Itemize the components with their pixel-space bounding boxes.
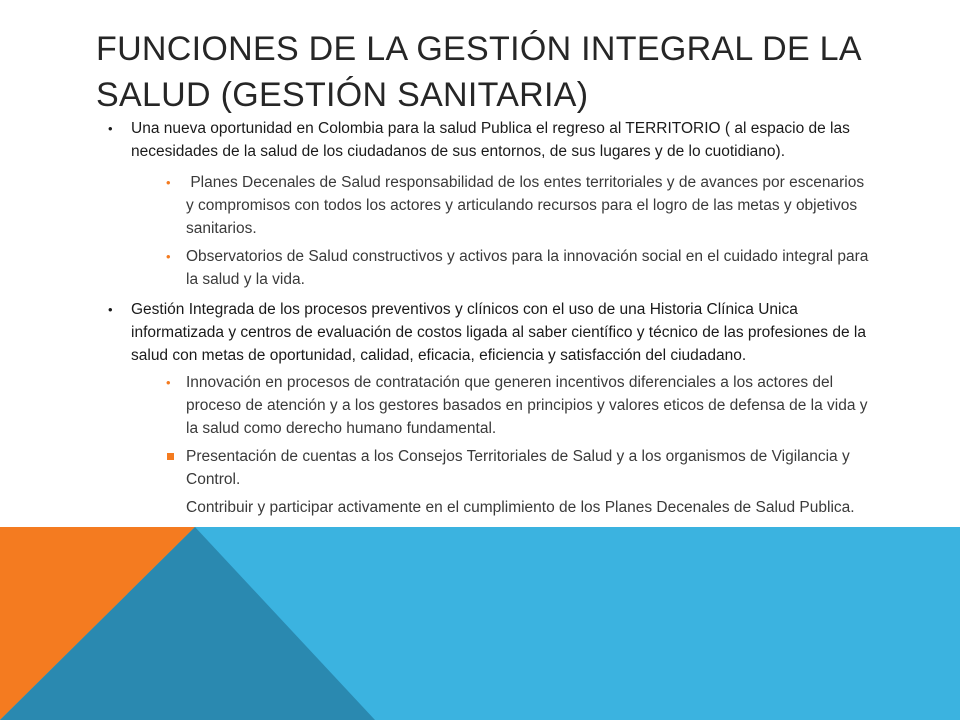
sub-bullet-list xyxy=(131,171,876,291)
bullet-text: Gestión Integrada de los procesos preventivos y clínicos con el uso de una Historia Clínica Unica informatizada y centros de evaluación de costos ligada al saber científico y técnico de las profesiones de la salud con metas de oportunidad, calidad, eficacia, eficiencia y satisfacción del ciudadano. xyxy=(131,301,866,364)
sub-bullet-item xyxy=(96,496,876,519)
slide-title-line-2: SALUD (GESTIÓN SANITARIA) xyxy=(96,76,589,114)
sub-bullet-text: Innovación en procesos de contratación que generen incentivos diferenciales a los actores del proceso de atención y a los gestores basados en principios y valores eticos de defensa de la vida y la salud como derecho humano fundamental. xyxy=(186,374,868,437)
sub-bullet-item xyxy=(96,371,876,440)
bullet-marker: • xyxy=(108,121,113,136)
sub-bullet-text: Contribuir y participar activamente en el cumplimiento de los Planes Decenales de Salud Publica. xyxy=(186,499,855,516)
slide-title xyxy=(96,26,896,118)
slide-title-line-1: FUNCIONES DE LA GESTIÓN INTEGRAL DE LA xyxy=(96,30,862,68)
sub-bullet-item xyxy=(96,445,876,491)
bullet-text: Una nueva oportunidad en Colombia para la salud Publica el regreso al TERRITORIO ( al espacio de las necesidades de la salud de los ciudadanos de sus entornos, de sus lugares y de lo cuotidiano). xyxy=(131,120,850,160)
sub-bullet-marker: • xyxy=(166,375,171,390)
square-bullet-icon xyxy=(167,453,174,460)
bullet-item-1 xyxy=(96,117,876,291)
sub-bullet-marker: • xyxy=(166,249,171,264)
sub-bullet-list xyxy=(131,371,876,519)
sub-bullet-item xyxy=(96,171,876,240)
sub-bullet-text: Observatorios de Salud constructivos y activos para la innovación social en el cuidado integral para la salud y la vida. xyxy=(186,248,869,288)
sub-bullet-text: Planes Decenales de Salud responsabilidad de los entes territoriales y de avances por escenarios y compromisos con todos los actores y articulando recursos para el logro de las metas y objetivos sanitarios. xyxy=(186,174,869,237)
sub-bullet-text: Presentación de cuentas a los Consejos Territoriales de Salud y a los organismos de Vigilancia y Control. xyxy=(186,448,850,488)
bullet-marker: • xyxy=(108,302,113,317)
sub-bullet-marker: • xyxy=(166,175,171,190)
bullet-list xyxy=(96,117,876,526)
bullet-item-2 xyxy=(96,298,876,519)
sub-bullet-item xyxy=(96,245,876,291)
